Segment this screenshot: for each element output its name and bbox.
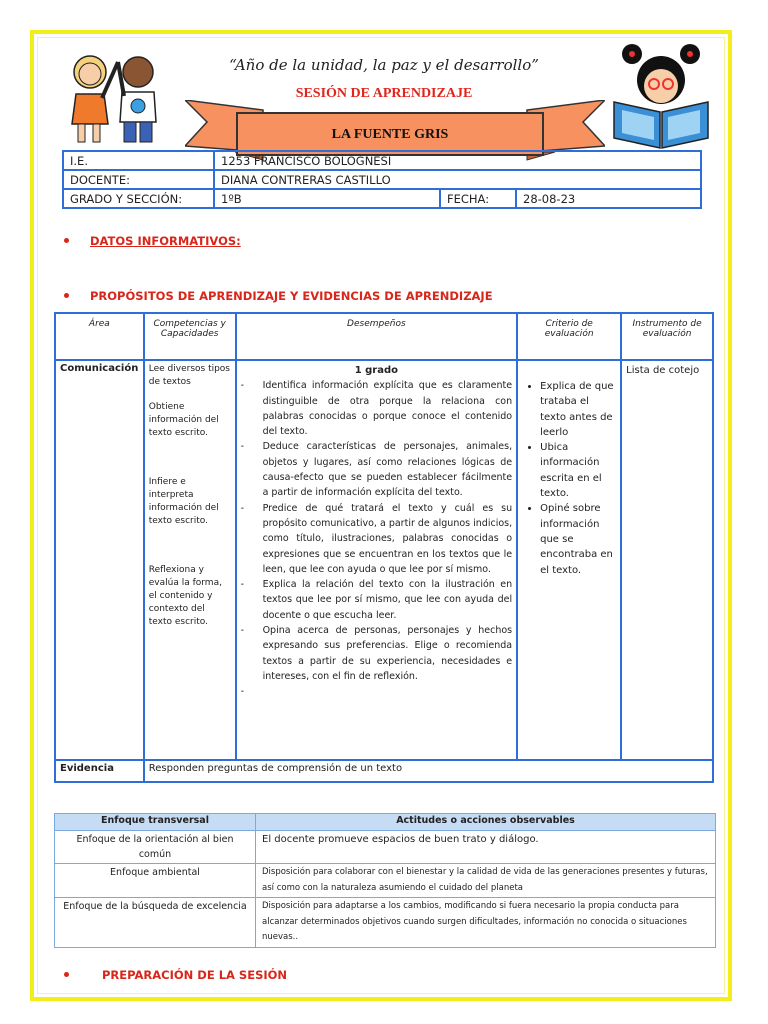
desempeno-text: Identifica información explícita que es claramente distinguible de otra porque la relaciona con palabras conocidas o porque conoce el contenido del texto. — [262, 380, 513, 438]
table-row — [63, 151, 701, 170]
table-header-row — [55, 313, 713, 360]
competencia-item: Infiere e interpreta información del texto escrito. — [148, 477, 219, 526]
section-propositos — [90, 289, 493, 303]
lesson-title: LA FUENTE GRIS — [236, 112, 544, 156]
area-value: Comunicación — [55, 360, 144, 760]
table-row — [55, 864, 716, 898]
grado-label: GRADO Y SECCIÓN: — [63, 189, 214, 208]
desempeno-text: Predice de qué tratará el texto y cuál es su propósito comunicativo, a partir de algunos indicios, como título, ilustraciones, palabras conocidas o expresiones que se encuentran en los textos que le leen, que lee con ayuda o que lee por sí mismo. — [262, 502, 513, 575]
criterio-item: • Ubica información escrita en el texto. — [540, 440, 616, 501]
section-datos-label: DATOS INFORMATIVOS: — [90, 234, 241, 248]
table-row — [55, 760, 713, 782]
criterios-cell — [517, 360, 621, 760]
table-row — [63, 170, 701, 189]
evidencia-value: Responden preguntas de comprensión de un texto — [144, 760, 713, 782]
competencias-cell — [144, 360, 236, 760]
table-header-row — [55, 814, 716, 831]
header-criterio: Criterio de evaluación — [517, 313, 621, 360]
competencia-item: Obtiene información del texto escrito. — [148, 402, 219, 438]
enfoque-actitud: El docente promueve espacios de buen trato y diálogo. — [256, 831, 716, 864]
motto-text: “Año de la unidad, la paz y el desarrollo” — [229, 56, 539, 74]
enfoque-name: Enfoque ambiental — [55, 864, 256, 898]
enfoque-actitud: Disposición para adaptarse a los cambios, modificando si fuera necesario la propia conducta para alcanzar determinados objetivos cuando surgen dificultades, información no conocida o situaciones nuevas.. — [256, 898, 716, 948]
bullet-icon — [64, 238, 69, 243]
header-competencias: Competencias y Capacidades — [144, 313, 236, 360]
docente-label: DOCENTE: — [63, 170, 214, 189]
session-title: SESIÓN DE APRENDIZAJE — [295, 86, 473, 101]
fecha-label: FECHA: — [440, 189, 516, 208]
criterios-list — [522, 379, 616, 578]
table-row — [55, 360, 713, 760]
header-actitudes: Actitudes o acciones observables — [256, 814, 716, 831]
bullet-icon — [64, 293, 69, 298]
header-instrumento: Instrumento de evaluación — [621, 313, 713, 360]
ie-label: I.E. — [63, 151, 214, 170]
desempenos-cell: 1 grado - Identifica información explícita que es claramente distinguible de otra porque la relaciona con palabras conocidas o porque conoce el contenido del texto. - Deduce características de personajes, animales, objetos y lugares, así como relaciones lógicas de causa-efecto que se pueden establecer fácilmente a partir de información explícita del texto. - Predice de qué tratará el texto y cuál es su propósito comunicativo, a partir de algunos indicios, como título, ilustraciones, palabras conocidas o expresiones que se encuentran en los textos que le leen, que lee con ayuda o que lee por sí mismo. - Explica la relación del texto con la ilustración en textos que lee por sí mismo, que lee con ayuda del docente o que escucha leer. - Opina acerca de personas, personajes y hechos expresando sus preferencias. Elige o recomienda textos a partir de su experiencia, necesidades e intereses, con el fin de reflexión. - — [236, 360, 518, 760]
header-area: Área — [55, 313, 144, 360]
desempeno-item: - Opina acerca de personas, personajes y hechos expresando sus preferencias. Elige o recomienda textos a partir de su experiencia, necesidades e intereses, con el fin de reflexión. — [240, 625, 513, 682]
section-preparacion-label: PREPARACIÓN DE LA SESIÓN — [102, 968, 288, 982]
criterio-item: • Opiné sobre información que se encontraba en el texto. — [540, 501, 616, 577]
bullet-icon — [64, 972, 69, 977]
desempeno-text: Opina acerca de personas, personajes y hechos expresando sus preferencias. Elige o recomienda textos a partir de su experiencia, necesidades e intereses, con el fin de reflexión. — [262, 625, 513, 682]
section-datos — [90, 234, 241, 248]
info-table — [62, 150, 702, 209]
header-enfoque: Enfoque transversal — [55, 814, 256, 831]
desempeno-item: - Predice de qué tratará el texto y cuál es su propósito comunicativo, a partir de algunos indicios, como título, ilustraciones, palabras conocidas o expresiones que se encuentran en los textos que le leen, que lee con ayuda o que lee por sí mismo. — [240, 502, 513, 575]
desempeno-item: - Deduce características de personajes, animales, objetos y lugares, así como relaciones lógicas de causa-efecto que se pueden establecer fácilmente a partir de información explícita del texto. — [240, 441, 513, 499]
competencia-item: Reflexiona y evalúa la forma, el contenido y contexto del texto escrito. — [148, 565, 222, 627]
section-propositos-label: PROPÓSITOS DE APRENDIZAJE Y EVIDENCIAS DE APRENDIZAJE — [90, 289, 493, 303]
docente-value: DIANA CONTRERAS CASTILLO — [214, 170, 701, 189]
desempeno-item: - Explica la relación del texto con la ilustración en textos que lee por sí mismo, que lee con ayuda del docente o que escucha leer. — [240, 579, 513, 621]
ie-value: 1253 FRANCISCO BOLOGNESI — [214, 151, 701, 170]
fecha-value: 28-08-23 — [516, 189, 701, 208]
desempeno-text: Explica la relación del texto con la ilustración en textos que lee por sí mismo, que lee con ayuda del docente o que escucha leer. — [262, 579, 513, 621]
desempeno-item: - Identifica información explícita que es claramente distinguible de otra porque la relaciona con palabras conocidas o porque conoce el contenido del texto. — [240, 380, 513, 438]
enfoques-table — [54, 813, 716, 948]
criterio-item: • Explica de que trataba el texto antes de leerlo — [540, 379, 616, 440]
header-desempenos: Desempeños — [236, 313, 518, 360]
evidencia-label: Evidencia — [55, 760, 144, 782]
enfoque-actitud: Disposición para colaborar con el bienestar y la calidad de vida de las generaciones presentes y futuras, así como con la naturaleza asumiendo el cuidado del planeta — [256, 864, 716, 898]
desempeno-text: Deduce características de personajes, animales, objetos y lugares, así como relaciones lógicas de causa-efecto que se pueden establecer fácilmente a partir de información explícita del texto. — [262, 441, 513, 499]
learning-purposes-table — [54, 312, 714, 783]
competencia-item: Lee diversos tipos de textos — [148, 364, 231, 387]
grado-heading: 1 grado — [354, 365, 398, 376]
enfoque-name: Enfoque de la búsqueda de excelencia — [55, 898, 256, 948]
instrumento-value: Lista de cotejo — [621, 360, 713, 760]
section-preparacion — [102, 968, 287, 982]
grado-value: 1ºB — [214, 189, 440, 208]
enfoque-name: Enfoque de la orientación al bien común — [55, 831, 256, 864]
table-row — [63, 189, 701, 208]
table-row — [55, 831, 716, 864]
table-row — [55, 898, 716, 948]
